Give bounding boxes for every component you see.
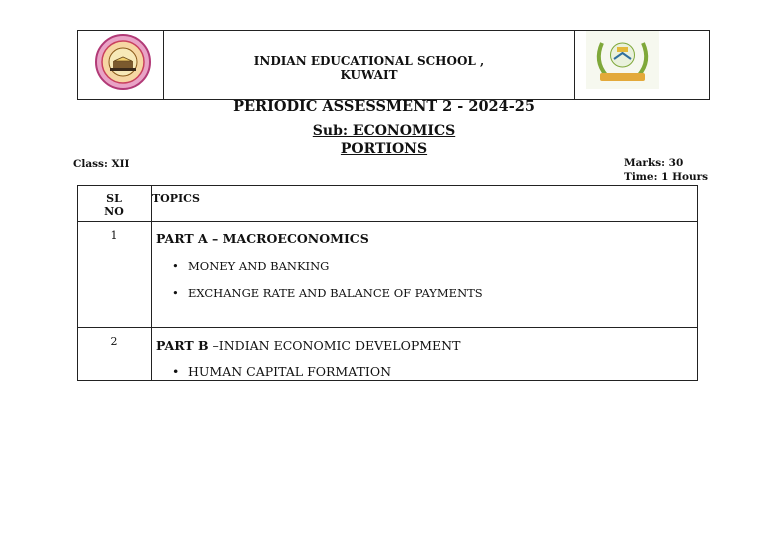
column-header-topics: TOPICS bbox=[152, 192, 200, 205]
column-header-sl-no bbox=[77, 192, 151, 218]
topic-text: HUMAN CAPITAL FORMATION bbox=[188, 364, 392, 379]
marks-label: Marks: 30 bbox=[624, 157, 684, 169]
school-name bbox=[164, 54, 574, 82]
row-sl-number: 1 bbox=[110, 229, 118, 242]
topic-text: MONEY AND BANKING bbox=[188, 259, 330, 273]
topic-list-item bbox=[172, 364, 391, 379]
table-row-divider bbox=[78, 327, 697, 328]
part-a-heading: PART A – MACROECONOMICS bbox=[156, 231, 369, 246]
topic-list-item bbox=[172, 259, 329, 273]
school-emblem-icon bbox=[586, 31, 659, 89]
table-column-divider bbox=[151, 186, 152, 380]
header-divider-right bbox=[574, 31, 575, 99]
part-b-heading bbox=[156, 338, 460, 353]
school-seal-icon bbox=[93, 33, 153, 91]
part-b-label: PART B bbox=[156, 338, 209, 353]
topic-text: EXCHANGE RATE AND BALANCE OF PAYMENTS bbox=[188, 286, 483, 300]
row-sl-number: 2 bbox=[110, 335, 118, 348]
portions-title: PORTIONS bbox=[340, 141, 428, 157]
assessment-title: PERIODIC ASSESSMENT 2 - 2024-25 bbox=[233, 98, 535, 115]
subject-title: Sub: ECONOMICS bbox=[312, 123, 456, 139]
class-label: Class: XII bbox=[73, 158, 130, 170]
school-name-line1: INDIAN EDUCATIONAL SCHOOL , bbox=[253, 54, 485, 68]
table-row-divider bbox=[78, 221, 697, 222]
school-name-line2: KUWAIT bbox=[340, 68, 398, 82]
time-label: Time: 1 Hours bbox=[624, 171, 709, 183]
column-header-sl: SL bbox=[106, 192, 122, 205]
column-header-no: NO bbox=[104, 205, 124, 218]
topic-list-item bbox=[172, 286, 483, 300]
part-b-title: –INDIAN ECONOMIC DEVELOPMENT bbox=[208, 338, 461, 353]
